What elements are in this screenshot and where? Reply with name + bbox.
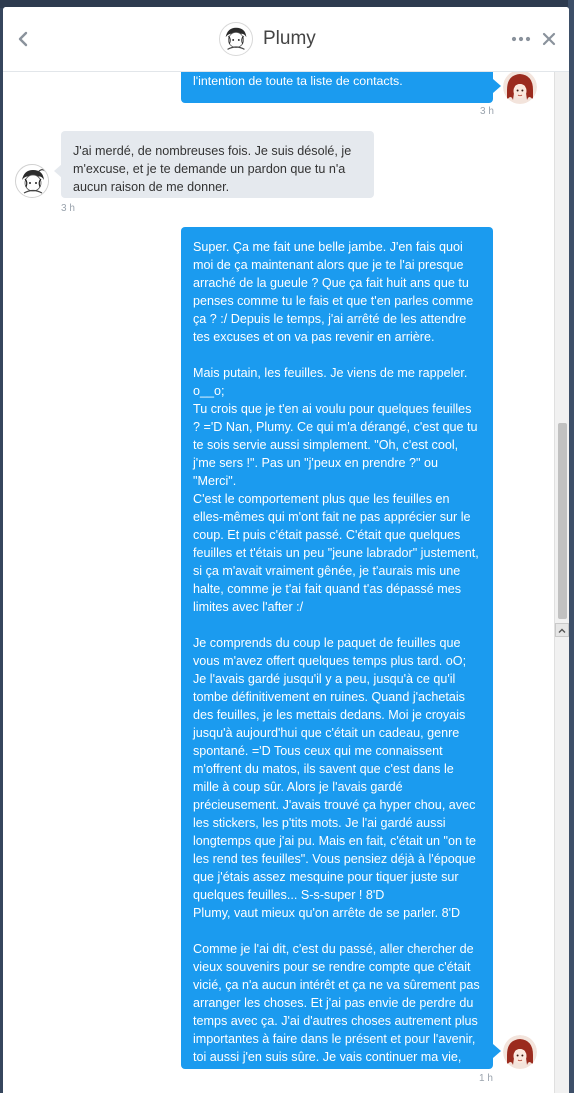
message-text: l'intention de toute ta liste de contacts. bbox=[193, 74, 403, 88]
messaging-panel bbox=[3, 7, 569, 1093]
contact-name: Plumy bbox=[263, 28, 316, 49]
conversation-header bbox=[3, 7, 569, 72]
message-paragraph: Je comprends du coup le paquet de feuilles que vous m'avez offert quelques temps plus tard. oO; Je l'avais gardé jusqu'il y a peu, jusqu'à ce qu'il tombe définitivement en ruines. Quand j'achetais des feuilles, je les mettais dedans. Moi je croyais jusqu'à aujourd'hui que c'était un cadeau, genre spontané. ='D Tous ceux qui me connaissent m'offrent du matos, ils savent que c'est dans le mille à coup sûr. Alors je l'avais gardé précieusement. J'avais trouvé ça hyper chou, avec les stickers, les p'tits mots. Je l'ai gardé aussi longtemps que j'ai pu. Mais en fait, c'était un "on te les rend tes feuilles". Vous pensiez déjà à l'époque que j'étais assez mesquine pour tiquer juste sur quelques feuilles... S-s-super ! 8'D Plumy, vaut mieux qu'on arrête de se parler. 8'D bbox=[193, 636, 477, 920]
contact-avatar bbox=[15, 164, 49, 198]
message-paragraph: Super. Ça me fait une belle jambe. J'en fais quoi moi de ça maintenant alors que je te l'ai presque arraché de la gueule ? Que ça fait huit ans que tu penses comme tu le fais et que t'en parles comme ça ? :/ Depuis le temps, j'ai arrêté de les attendre tes excuses et on va pas revenir en arrière. bbox=[193, 240, 477, 344]
contact-info[interactable] bbox=[219, 21, 316, 57]
message-incoming bbox=[61, 131, 374, 198]
message-timestamp: 3 h bbox=[61, 203, 75, 214]
message-tail bbox=[493, 79, 501, 93]
scrollbar[interactable] bbox=[554, 7, 569, 1093]
message-timestamp: 3 h bbox=[480, 106, 494, 117]
conversation-thread[interactable] bbox=[3, 7, 569, 1093]
message-paragraph: Comme je l'ai dit, c'est du passé, aller chercher de vieux souvenirs pour se rendre compte que c'était vicié, ça n'a aucun intérêt et ça ne va sûrement pas arranger les choses. Et j'ai pas envie de perdre du temps avec ça. J'ai d'autres choses autrement plus importantes à faire dans le présent et pour l'avenir, toi aussi j'en suis sûre. Je vais continuer ma vie, fais-en autant. Et lâche-moi la grappe. ='D bbox=[193, 942, 484, 1082]
close-icon bbox=[540, 30, 558, 48]
message-tail bbox=[493, 1044, 501, 1058]
message-paragraph: Mais putain, les feuilles. Je viens de me rappeler. o__o; Tu crois que je t'en ai voulu pour quelques feuilles ? ='D Nan, Plumy. Ce qui m'a dérangé, c'est que tu te sois servie aussi simplement. "Oh, c'est cool, j'me sers !". Pas un "j'peux en prendre ?" ou "Merci". C'est le comportement plus que les feuilles en elles-mêmes qui m'ont fait ne pas apprécier sur le coup. Et puis c'était passé. C'était que quelques feuilles et t'étais un peu "jeune labrador" justement, si ça m'avait vraiment gênée, je t'aurais mis une halte, comme je t'ai fait quand t'as dépassé mes limites avec l'after :/ bbox=[193, 366, 479, 614]
scroll-up-arrow[interactable] bbox=[555, 623, 569, 637]
own-avatar bbox=[503, 1035, 537, 1069]
more-options-button[interactable] bbox=[510, 30, 532, 48]
ellipsis-icon bbox=[510, 30, 532, 48]
contact-avatar bbox=[219, 22, 253, 56]
back-button[interactable] bbox=[13, 28, 33, 50]
own-avatar bbox=[503, 70, 537, 104]
message-text: J'ai merdé, de nombreuses fois. Je suis désolé, je m'excuse, et je te demande un pardon que tu n'a aucun raison de me donner. bbox=[73, 144, 355, 194]
chevron-left-icon bbox=[13, 28, 33, 50]
close-button[interactable] bbox=[540, 30, 558, 48]
message-timestamp: 1 h bbox=[479, 1073, 493, 1084]
scrollbar-thumb[interactable] bbox=[558, 423, 567, 619]
